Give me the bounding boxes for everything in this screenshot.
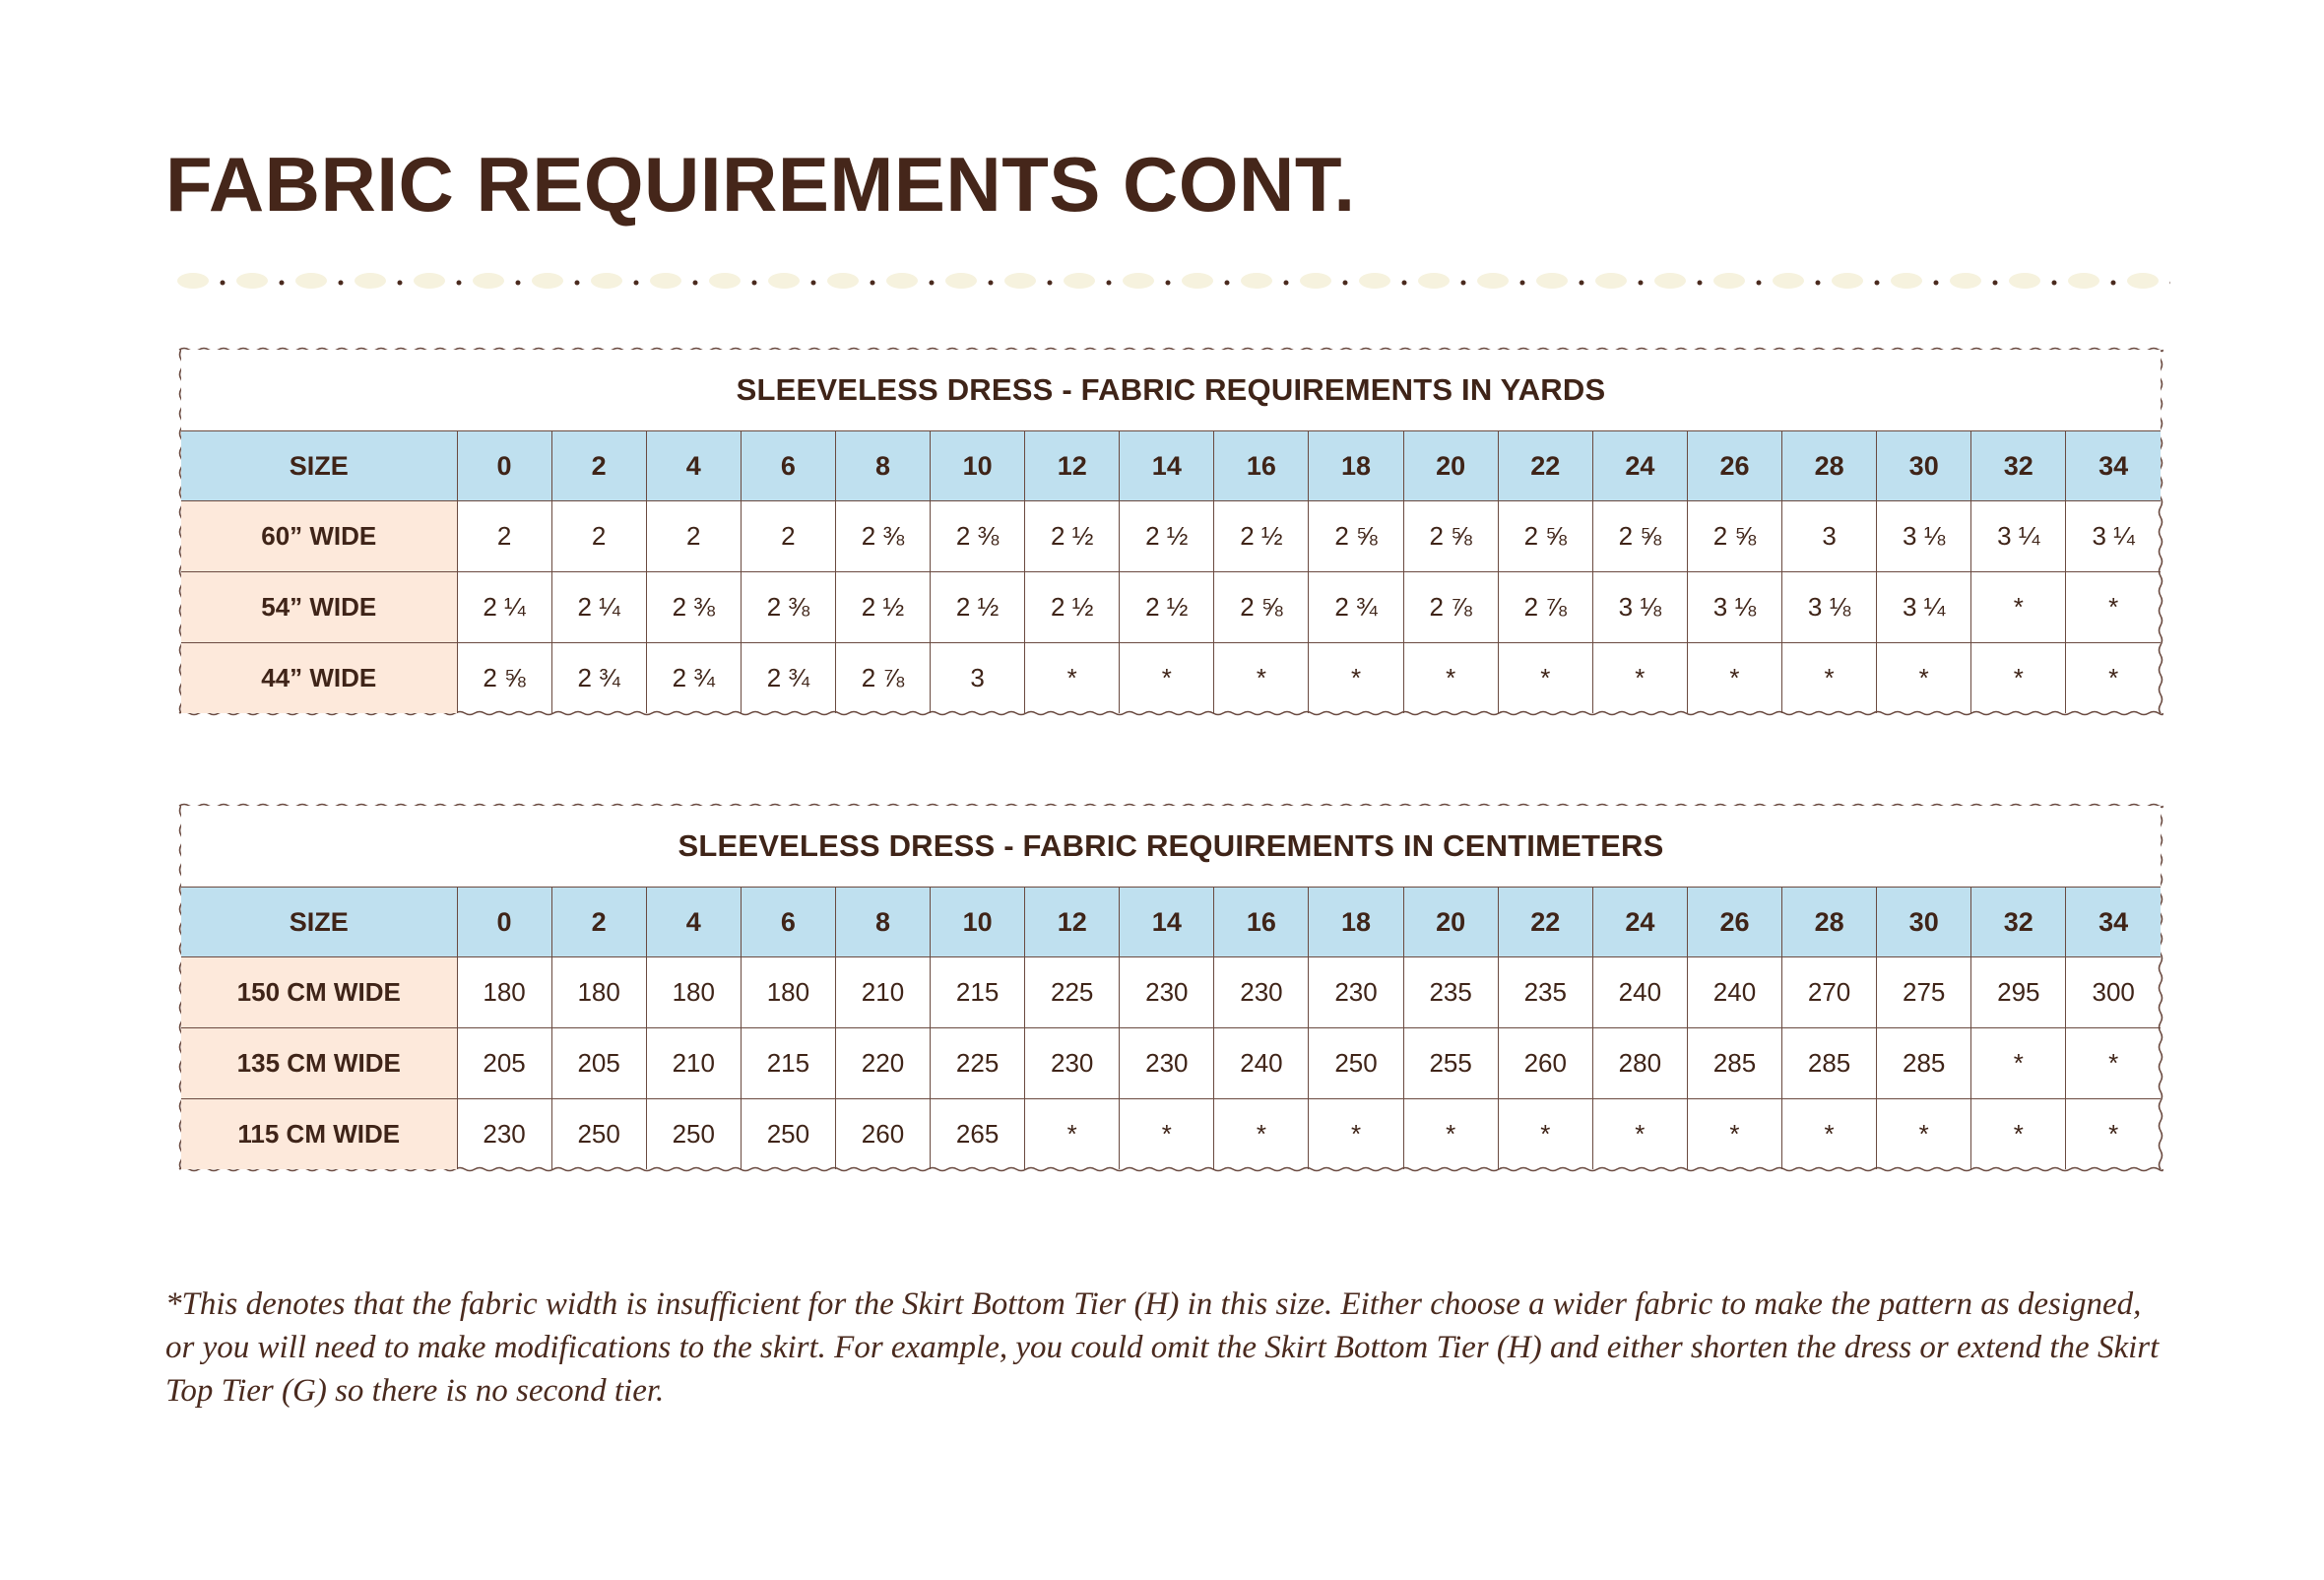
requirement-cell: 180: [551, 957, 646, 1028]
requirement-cell: 2 ⅜: [646, 572, 741, 643]
size-header-cell: 16: [1214, 888, 1309, 957]
size-header-cell: 26: [1687, 888, 1781, 957]
requirement-cell: 295: [1971, 957, 2066, 1028]
divider-ornament: [414, 273, 462, 289]
requirement-cell: 270: [1782, 957, 1877, 1028]
size-header-cell: 32: [1971, 431, 2066, 501]
requirement-cell: 2 ⅝: [1592, 501, 1687, 572]
requirement-cell: 2 ¾: [551, 643, 646, 714]
divider-ornament: [295, 273, 344, 289]
divider-ornament: [473, 273, 521, 289]
requirement-cell: 2 ⅞: [1403, 572, 1498, 643]
page-title: FABRIC REQUIREMENTS CONT.: [165, 141, 1356, 228]
fabric-width-label: 115 CM WIDE: [181, 1099, 457, 1170]
divider-ornament: [177, 273, 226, 289]
table-row: [181, 572, 2161, 643]
divider-ornament: [1654, 273, 1703, 289]
requirement-cell: 2 ½: [1025, 501, 1120, 572]
requirement-cell: *: [2066, 1099, 2161, 1170]
requirement-cell: 2 ½: [931, 572, 1025, 643]
divider-ornament: [768, 273, 816, 289]
requirement-cell: *: [1592, 643, 1687, 714]
size-header-cell: 12: [1025, 888, 1120, 957]
requirement-cell: 2 ⅜: [931, 501, 1025, 572]
divider-ornament: [1004, 273, 1053, 289]
size-header-cell: 4: [646, 888, 741, 957]
size-header-cell: 6: [741, 431, 835, 501]
divider-ornament: [1064, 273, 1112, 289]
requirement-cell: 3: [1782, 501, 1877, 572]
requirement-cell: 2 ⅞: [1498, 572, 1592, 643]
size-header-row: [181, 431, 2161, 501]
size-header-cell: 12: [1025, 431, 1120, 501]
divider-ornament: [355, 273, 403, 289]
requirement-cell: 220: [835, 1028, 930, 1099]
divider-ornament: [1241, 273, 1289, 289]
requirement-cell: 240: [1687, 957, 1781, 1028]
size-header-cell: 22: [1498, 888, 1592, 957]
requirement-cell: 210: [835, 957, 930, 1028]
requirement-cell: *: [2066, 643, 2161, 714]
requirement-cell: 2 ¾: [1309, 572, 1403, 643]
divider-ornament: [1123, 273, 1171, 289]
requirement-cell: *: [1592, 1099, 1687, 1170]
requirement-cell: 275: [1877, 957, 1971, 1028]
requirement-cell: 285: [1687, 1028, 1781, 1099]
requirement-cell: 3 ⅛: [1877, 501, 1971, 572]
requirement-cell: 3 ⅛: [1782, 572, 1877, 643]
divider-ornament: [1477, 273, 1525, 289]
requirement-cell: *: [1214, 643, 1309, 714]
table-caption-row: [181, 806, 2161, 888]
requirement-cell: 2 ⅝: [457, 643, 551, 714]
requirement-cell: 2 ½: [1214, 501, 1309, 572]
size-header-cell: 24: [1592, 431, 1687, 501]
fabric-width-label: 44” WIDE: [181, 643, 457, 714]
size-header-cell: 8: [835, 888, 930, 957]
yards-table: [181, 350, 2161, 713]
divider-ornament: [236, 273, 285, 289]
centimeters-table: [181, 806, 2161, 1169]
table-row: [181, 1028, 2161, 1099]
requirement-cell: 300: [2066, 957, 2161, 1028]
divider-ornament: [2068, 273, 2116, 289]
fabric-width-label: 135 CM WIDE: [181, 1028, 457, 1099]
requirement-cell: *: [1120, 1099, 1214, 1170]
requirement-cell: 180: [741, 957, 835, 1028]
requirement-cell: *: [1877, 643, 1971, 714]
requirement-cell: 250: [646, 1099, 741, 1170]
requirement-cell: *: [1782, 1099, 1877, 1170]
table-row: [181, 501, 2161, 572]
requirement-cell: 2: [646, 501, 741, 572]
requirement-cell: *: [1309, 643, 1403, 714]
requirement-cell: 230: [1025, 1028, 1120, 1099]
requirement-cell: 180: [457, 957, 551, 1028]
requirement-cell: 235: [1403, 957, 1498, 1028]
requirement-cell: 2 ⅝: [1498, 501, 1592, 572]
divider-ornament: [1950, 273, 1998, 289]
requirement-cell: 2 ¾: [646, 643, 741, 714]
requirement-cell: 210: [646, 1028, 741, 1099]
requirement-cell: *: [1309, 1099, 1403, 1170]
size-header-cell: 24: [1592, 888, 1687, 957]
size-header-label: SIZE: [181, 888, 457, 957]
requirement-cell: 250: [741, 1099, 835, 1170]
fabric-width-label: 150 CM WIDE: [181, 957, 457, 1028]
requirement-cell: 2 ¾: [741, 643, 835, 714]
size-header-cell: 20: [1403, 431, 1498, 501]
size-header-cell: 0: [457, 888, 551, 957]
requirement-cell: 250: [1309, 1028, 1403, 1099]
size-header-cell: 2: [551, 888, 646, 957]
table-caption-row: [181, 350, 2161, 431]
divider-ornament: [1713, 273, 1762, 289]
divider-ornament: [532, 273, 580, 289]
divider-ornament: [1773, 273, 1821, 289]
requirement-cell: *: [1971, 1099, 2066, 1170]
divider-ornament: [591, 273, 639, 289]
requirement-cell: 3 ⅛: [1687, 572, 1781, 643]
divider-ornament: [886, 273, 935, 289]
requirement-cell: 250: [551, 1099, 646, 1170]
requirement-cell: *: [1687, 643, 1781, 714]
requirement-cell: 3: [931, 643, 1025, 714]
divider-ornament: [827, 273, 875, 289]
size-header-cell: 32: [1971, 888, 2066, 957]
size-header-cell: 14: [1120, 431, 1214, 501]
requirement-cell: *: [1214, 1099, 1309, 1170]
requirement-cell: 3 ¼: [1971, 501, 2066, 572]
divider-ornament: [1536, 273, 1584, 289]
size-header-cell: 34: [2066, 888, 2161, 957]
requirement-cell: 260: [835, 1099, 930, 1170]
size-header-cell: 18: [1309, 431, 1403, 501]
requirement-cell: 2 ½: [1120, 501, 1214, 572]
requirement-cell: *: [1120, 643, 1214, 714]
size-header-cell: 10: [931, 431, 1025, 501]
divider-ornament: [2127, 273, 2170, 289]
table-row: [181, 643, 2161, 714]
requirement-cell: 2 ⅝: [1403, 501, 1498, 572]
centimeters-requirements-table: [181, 806, 2161, 1169]
requirement-cell: *: [1782, 643, 1877, 714]
requirement-cell: *: [1403, 643, 1498, 714]
requirement-cell: 2 ⅝: [1214, 572, 1309, 643]
requirement-cell: *: [2066, 572, 2161, 643]
divider-ornament: [2009, 273, 2057, 289]
divider-ornament: [709, 273, 757, 289]
divider-ornament: [1832, 273, 1880, 289]
size-header-cell: 22: [1498, 431, 1592, 501]
divider-ornament: [1418, 273, 1466, 289]
requirement-cell: *: [1025, 643, 1120, 714]
size-header-cell: 16: [1214, 431, 1309, 501]
requirement-cell: 285: [1877, 1028, 1971, 1099]
size-header-cell: 28: [1782, 431, 1877, 501]
requirement-cell: 2 ⅝: [1309, 501, 1403, 572]
decorative-divider: [169, 268, 2170, 294]
fabric-width-label: 54” WIDE: [181, 572, 457, 643]
size-header-cell: 28: [1782, 888, 1877, 957]
divider-ornament: [1182, 273, 1230, 289]
requirement-cell: 2 ⅝: [1687, 501, 1781, 572]
requirement-cell: 2: [741, 501, 835, 572]
requirement-cell: 3 ¼: [2066, 501, 2161, 572]
size-header-cell: 14: [1120, 888, 1214, 957]
size-header-cell: 34: [2066, 431, 2161, 501]
size-header-cell: 4: [646, 431, 741, 501]
requirement-cell: *: [1498, 643, 1592, 714]
requirement-cell: 2 ⅜: [741, 572, 835, 643]
table-caption: SLEEVELESS DRESS - FABRIC REQUIREMENTS IN YARDS: [181, 350, 2161, 431]
divider-ornament: [1595, 273, 1644, 289]
requirement-cell: 215: [931, 957, 1025, 1028]
size-header-cell: 2: [551, 431, 646, 501]
requirement-cell: 205: [457, 1028, 551, 1099]
footnote: *This denotes that the fabric width is insufficient for the Skirt Bottom Tier (H) in this size. Either choose a wider fabric to make the pattern as designed, or you will need to make modifications to the skirt. For example, you could omit the Skirt Bottom Tier (H) and either shorten the dress or extend the Skirt Top Tier (G) so there is no second tier.: [165, 1286, 2160, 1409]
size-header-cell: 18: [1309, 888, 1403, 957]
requirement-cell: *: [1025, 1099, 1120, 1170]
requirement-cell: 260: [1498, 1028, 1592, 1099]
fabric-width-label: 60” WIDE: [181, 501, 457, 572]
requirement-cell: *: [1877, 1099, 1971, 1170]
requirement-cell: 2 ½: [1025, 572, 1120, 643]
requirement-cell: *: [1971, 572, 2066, 643]
size-header-cell: 20: [1403, 888, 1498, 957]
requirement-cell: 225: [931, 1028, 1025, 1099]
requirement-cell: 3 ⅛: [1592, 572, 1687, 643]
requirement-cell: *: [2066, 1028, 2161, 1099]
requirement-cell: 225: [1025, 957, 1120, 1028]
size-header-label: SIZE: [181, 431, 457, 501]
requirement-cell: 2 ¼: [551, 572, 646, 643]
requirement-cell: 215: [741, 1028, 835, 1099]
size-header-cell: 26: [1687, 431, 1781, 501]
requirement-cell: 2 ⅜: [835, 501, 930, 572]
requirement-cell: 2: [551, 501, 646, 572]
divider-ornament: [1359, 273, 1407, 289]
table-caption: SLEEVELESS DRESS - FABRIC REQUIREMENTS IN CENTIMETERS: [181, 806, 2161, 888]
size-header-cell: 8: [835, 431, 930, 501]
requirement-cell: 240: [1592, 957, 1687, 1028]
divider-ornament: [945, 273, 994, 289]
requirement-cell: 230: [1214, 957, 1309, 1028]
requirement-cell: *: [1403, 1099, 1498, 1170]
size-header-cell: 0: [457, 431, 551, 501]
requirement-cell: *: [1971, 643, 2066, 714]
requirement-cell: 285: [1782, 1028, 1877, 1099]
requirement-cell: 180: [646, 957, 741, 1028]
requirement-cell: *: [1687, 1099, 1781, 1170]
requirement-cell: 230: [457, 1099, 551, 1170]
requirement-cell: 230: [1309, 957, 1403, 1028]
requirement-cell: 2 ⅞: [835, 643, 930, 714]
divider-ornament: [1891, 273, 1939, 289]
table-row: [181, 957, 2161, 1028]
requirement-cell: 240: [1214, 1028, 1309, 1099]
requirement-cell: 230: [1120, 1028, 1214, 1099]
size-header-cell: 30: [1877, 888, 1971, 957]
requirement-cell: 265: [931, 1099, 1025, 1170]
requirement-cell: 2 ½: [835, 572, 930, 643]
divider-ornament: [1300, 273, 1348, 289]
yards-requirements-table: [181, 350, 2161, 713]
requirement-cell: 205: [551, 1028, 646, 1099]
requirement-cell: 2 ½: [1120, 572, 1214, 643]
requirement-cell: 2 ¼: [457, 572, 551, 643]
requirement-cell: *: [1971, 1028, 2066, 1099]
size-header-cell: 10: [931, 888, 1025, 957]
size-header-cell: 6: [741, 888, 835, 957]
requirement-cell: 230: [1120, 957, 1214, 1028]
requirement-cell: 255: [1403, 1028, 1498, 1099]
divider-ornament: [650, 273, 698, 289]
table-row: [181, 1099, 2161, 1170]
requirement-cell: 235: [1498, 957, 1592, 1028]
requirement-cell: 280: [1592, 1028, 1687, 1099]
requirement-cell: *: [1498, 1099, 1592, 1170]
requirement-cell: 3 ¼: [1877, 572, 1971, 643]
size-header-cell: 30: [1877, 431, 1971, 501]
requirement-cell: 2: [457, 501, 551, 572]
size-header-row: [181, 888, 2161, 957]
